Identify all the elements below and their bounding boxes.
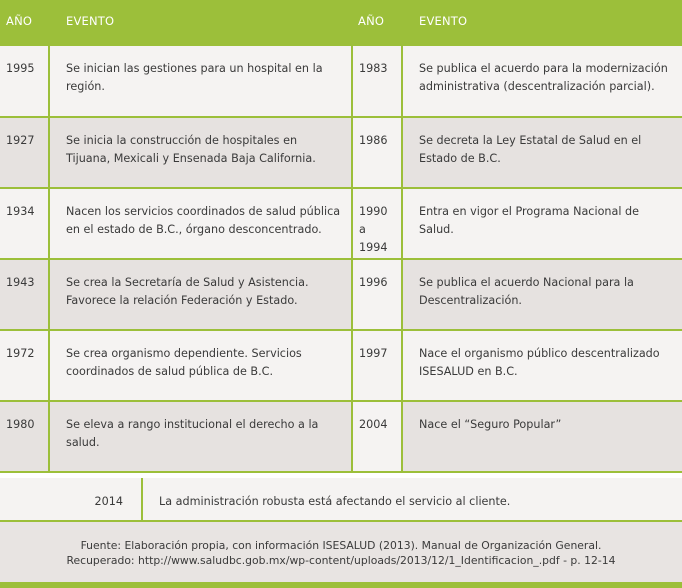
header-year-right: AÑO <box>352 0 402 46</box>
header-row <box>0 0 682 46</box>
table-row <box>0 188 682 259</box>
event-right: Nace el “Seguro Popular” <box>402 401 682 472</box>
event-left: Se crea organismo dependiente. Servicios coordinados de salud pública de B.C. <box>49 330 352 401</box>
summary-year: 2014 <box>0 478 143 520</box>
event-left: Se inician las gestiones para un hospital en la región. <box>49 46 352 117</box>
table-row <box>0 330 682 401</box>
summary-event: La administración robusta está afectando el servicio al cliente. <box>159 495 511 508</box>
event-right: Se publica el acuerdo para la modernización administrativa (descentralización parcial). <box>402 46 682 117</box>
table-row <box>0 117 682 188</box>
year-right: 1996 <box>352 259 402 330</box>
year-right: 2004 <box>352 401 402 472</box>
source-line-2: Recuperado: http://www.saludbc.gob.mx/wp-content/uploads/2013/12/1_Identificacion_.pdf - p. 12-14 <box>66 554 616 567</box>
year-left: 1972 <box>0 330 49 401</box>
year-right: 1990 a 1994 <box>352 188 402 259</box>
source-note <box>0 522 682 582</box>
event-right: Nace el organismo público descentralizado ISESALUD en B.C. <box>402 330 682 401</box>
table-row <box>0 259 682 330</box>
header-event-left: EVENTO <box>49 0 352 46</box>
event-left: Se crea la Secretaría de Salud y Asistencia. Favorece la relación Federación y Estado. <box>49 259 352 330</box>
event-right: Se publica el acuerdo Nacional para la Descentralización. <box>402 259 682 330</box>
event-left: Se inicia la construcción de hospitales en Tijuana, Mexicali y Ensenada Baja California. <box>49 117 352 188</box>
year-left: 1980 <box>0 401 49 472</box>
year-right: 1997 <box>352 330 402 401</box>
table-row <box>0 46 682 117</box>
source-line-1: Fuente: Elaboración propia, con información ISESALUD (2013). Manual de Organización General. <box>80 539 602 552</box>
year-right: 1983 <box>352 46 402 117</box>
event-right: Se decreta la Ley Estatal de Salud en el Estado de B.C. <box>402 117 682 188</box>
year-left: 1927 <box>0 117 49 188</box>
year-left: 1943 <box>0 259 49 330</box>
event-left: Se eleva a rango institucional el derecho a la salud. <box>49 401 352 472</box>
event-right: Entra en vigor el Programa Nacional de Salud. <box>402 188 682 259</box>
year-left: 1934 <box>0 188 49 259</box>
bottom-accent-bar <box>0 582 682 588</box>
year-right: 1986 <box>352 117 402 188</box>
table-row <box>0 401 682 472</box>
year-left: 1995 <box>0 46 49 117</box>
event-left: Nacen los servicios coordinados de salud pública en el estado de B.C., órgano desconcentrado. <box>49 188 352 259</box>
header-year-left: AÑO <box>0 0 49 46</box>
header-event-right: EVENTO <box>402 0 682 46</box>
summary-row <box>0 478 682 522</box>
